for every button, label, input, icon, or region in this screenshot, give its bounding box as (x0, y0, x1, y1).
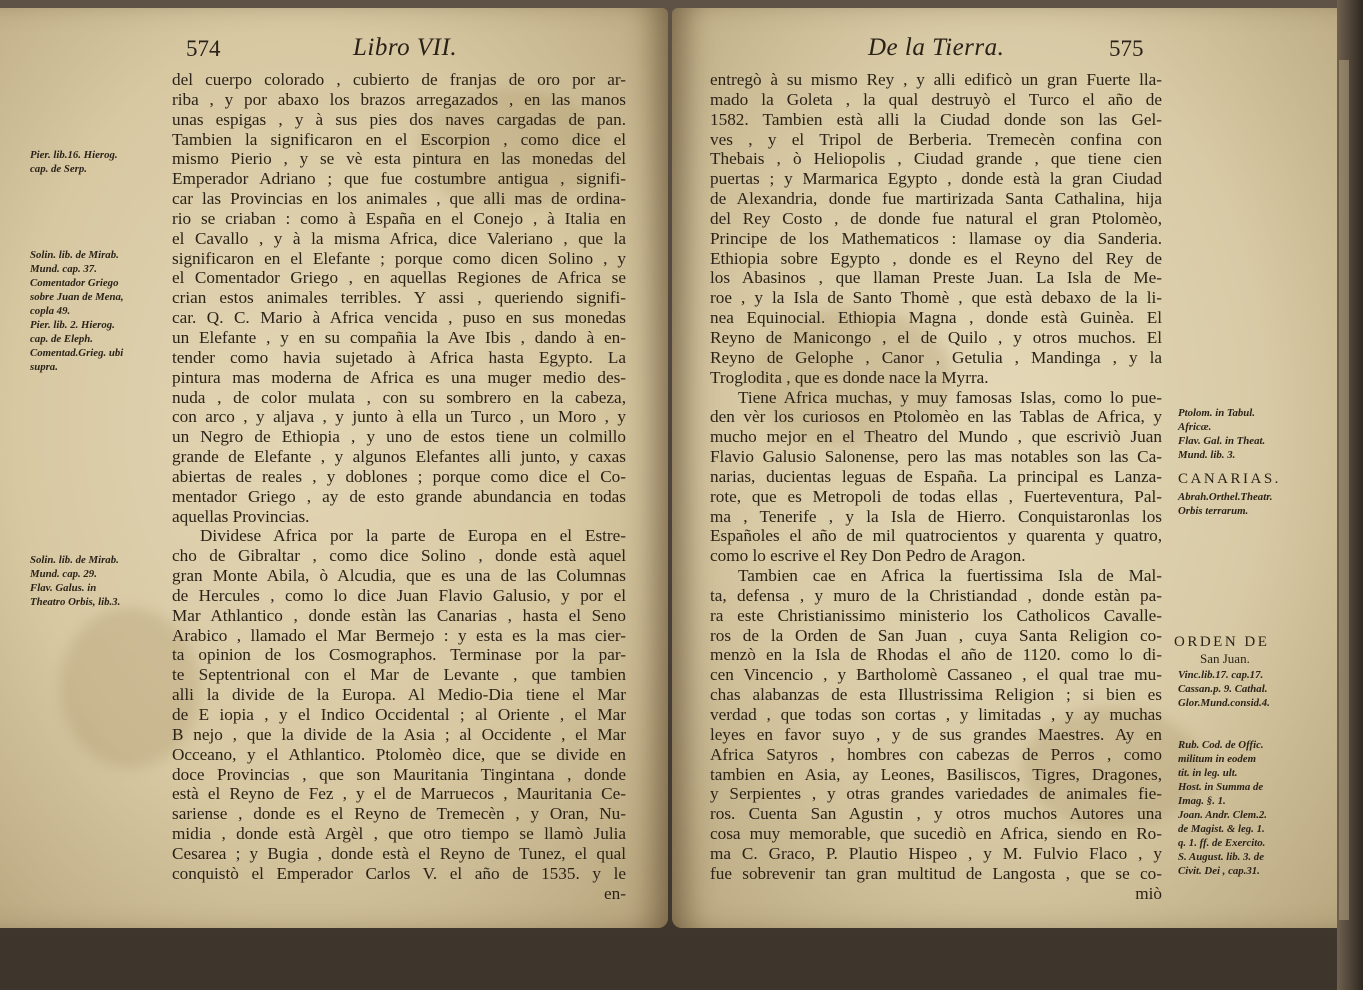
text-line: Tiene Africa muchas, y muy famosas Islas, como lo pue- (738, 387, 1162, 407)
margin-note-line: CANARIAS. (1178, 471, 1281, 487)
text-line: con arco , y aljava , y junto à ella un Turco , un Moro , y (172, 407, 626, 427)
text-line: tender como havia sujetado à Africa hasta Egypto. La (172, 347, 626, 367)
text-line: ta opinion de los Cosmographos. Terminase por la par- (172, 645, 626, 665)
margin-note-line: Vinc.lib.17. cap.17. (1178, 669, 1264, 681)
text-line: los Abasinos , que llaman Preste Juan. La Isla de Me- (710, 268, 1162, 288)
text-line: ros de la Orden de San Juan , cuya Santa Religion co- (710, 625, 1162, 645)
text-line: ta, defensa , y muro de la Christiandad , donde estàn pa- (710, 585, 1162, 605)
text-line: car. Q. C. Mario à Africa vencida , puso en sus monedas (172, 308, 626, 328)
margin-note-line: Flav. Galus. in (30, 582, 97, 594)
text-line: Cesarea ; y Bugia , donde està el Reyno de Tunez, el qual (172, 843, 626, 863)
margin-note-line: Flav. Gal. in Theat. (1178, 435, 1266, 447)
margin-note-line: S. August. lib. 3. de (1178, 851, 1264, 863)
text-line: del cuerpo colorado , cubierto de franjas de oro por ar- (172, 70, 626, 89)
text-line: rote, que es Metropoli de todas ellas , Fuerteventura, Pal- (710, 486, 1162, 506)
margin-note-line: sobre Juan de Mena, (30, 291, 124, 303)
text-line: abiertas de reales , y doblones ; porque como dice el Co- (172, 466, 626, 486)
text-line: Flavio Galusio Salonense, pero las mas notables son las Ca- (710, 447, 1162, 467)
text-line: Tambien la significaron en el Escorpion , como dice el (172, 129, 626, 149)
text-line: en- (604, 883, 626, 903)
margin-note-line: Abrah.Orthel.Theatr. (1178, 491, 1273, 503)
text-line: Ethiopia sobre Egypto , donde es el Reyno del Rey de (710, 248, 1162, 268)
text-line: mado la Goleta , la qual destruyò el Turco el año de (710, 89, 1162, 109)
margin-note-line: tit. in leg. ult. (1178, 767, 1238, 779)
margin-note-line: San Juan. (1200, 651, 1250, 666)
right-running-head: De la Tierra. (868, 34, 1005, 61)
text-line: como lo escrive el Rey Don Pedro de Aragon. (710, 546, 1026, 566)
text-line: mentador Griego , ay de esto grande abundancia en todas (172, 486, 626, 506)
text-line: car las Provincias en los animales , que alli mas de ordina- (172, 189, 626, 209)
text-line: den vèr los curiosos en Ptolomèo en las Tablas de Africa, y (710, 407, 1162, 427)
text-line: menzò en la Isla de Rhodas el año de 1120. como lo di- (710, 645, 1162, 665)
margin-note-line: q. 1. ff. de Exercito. (1178, 837, 1266, 849)
margin-note-line: supra. (30, 361, 58, 373)
text-line: riba , y por abaxo los brazos arregazados , en las manos (172, 89, 626, 109)
text-line: rio se criaban : como à España en el Conejo , à Italia en (172, 208, 626, 228)
text-line: grande de Elefante , y algunos Elefantes alli junto, y caxas (172, 447, 626, 467)
margin-note-line: Comentador Griego (30, 277, 119, 289)
text-line: el Cavallo , y à la misma Africa, dice Valeriano , que la (172, 228, 626, 248)
right-margin-note-2 (1178, 490, 1273, 518)
margin-note-line: de Magist. & leg. 1. (1178, 823, 1265, 835)
margin-note-line: Solin. lib. de Mirab. (30, 554, 119, 566)
text-line: unas espigas , y à sus pies dos naves cargadas de pan. (172, 109, 626, 129)
text-line: Mar Athlantico , donde estàn las Canarias , hasta el Seno (172, 605, 626, 625)
margin-note-line: Pier. lib.16. Hierog. (30, 149, 118, 161)
text-line: Thebais , ò Heliopolis , Ciudad grande , que tiene cien (710, 149, 1162, 169)
margin-note-line: Africæ. (1178, 421, 1212, 433)
text-line: cho de Gibraltar , como dice Solino , donde està aquel (172, 546, 626, 566)
margin-note-line: Pier. lib. 2. Hierog. (30, 319, 115, 331)
text-line: mismo Pierio , y se vè esta pintura en las monedas del (172, 149, 626, 169)
right-margin-note-4 (1178, 738, 1267, 878)
text-line: Troglodita , que es donde nace la Myrra. (710, 367, 989, 387)
margin-note-line: Cassan.p. 9. Cathal. (1178, 683, 1268, 695)
text-line: y Serpientes , y otras grandes variedades de animales fie- (710, 784, 1162, 804)
text-line: un Negro de Ethiopia , y uno de estos tiene un colmillo (172, 427, 626, 447)
text-line: de Alexandria, donde fue martirizada Santa Cathalina, hija (710, 189, 1162, 209)
text-line: roe , y la Isla de Santo Thomè , que està debaxo de la li- (710, 288, 1162, 308)
text-line: chas alabanzas de esta Illustrissima Religion ; si bien es (710, 685, 1162, 705)
right-body-text (710, 70, 1162, 903)
text-line: miò (1135, 883, 1162, 903)
text-line: Emperador Adriano ; que fue costumbre antigua , signifi- (172, 169, 626, 189)
left-margin-note-2 (30, 248, 124, 374)
text-line: Españoles el año de mil quatrocientos y quarenta y quatro, (710, 526, 1162, 546)
text-line: Dividese Africa por la parte de Europa en el Estre- (200, 526, 626, 546)
margin-note-line: Joan. Andr. Clem.2. (1178, 809, 1267, 821)
text-line: pintura mas moderna de Africa es una muger medio des- (172, 367, 626, 387)
margin-note-line: cap. de Eleph. (30, 333, 93, 345)
text-line: leyes en favor suyo , y de sus grandes Maestres. Ay en (710, 724, 1162, 744)
text-line: ma C. Graco, P. Plautio Hispeo , y M. Fulvio Flaco , y (710, 843, 1162, 863)
text-line: ros. Cuenta San Agustin , y otros muchos Autores una (710, 804, 1162, 824)
margin-note-line: copla 49. (30, 305, 71, 317)
text-line: fue sobrevenir tan gran multitud de Langosta , que se co- (710, 863, 1162, 883)
text-line: 1582. Tambien està alli la Ciudad donde son las Gel- (710, 109, 1162, 129)
margin-note-line: Comentad.Grieg. ubi (30, 347, 124, 359)
text-line: crian estos animales terribles. Y assi , queriendo signifi- (172, 288, 626, 308)
text-line: gran Monte Abila, ò Alcudia, que es una de las Columnas (172, 566, 626, 586)
text-line: mucho mejor en el Theatro del Mundo , que escriviò Juan (710, 427, 1162, 447)
book-edge (1337, 0, 1363, 990)
left-margin-note-1 (30, 148, 118, 176)
left-folio: 574 (186, 36, 221, 61)
text-line: cen Vincencio , y Bartholomè Cassaneo , el qual trae mu- (710, 665, 1162, 685)
margin-note-line: Rub. Cod. de Offic. (1178, 739, 1264, 751)
text-line: Arabico , llamado el Mar Bermejo : y esta es la mas cier- (172, 625, 626, 645)
margin-note-line: Theatro Orbis, lib.3. (30, 596, 121, 608)
left-page (0, 8, 668, 928)
text-line: B nejo , que la divide de la Asia ; al Occidente , el Mar (172, 724, 626, 744)
right-margin-note-san-juan (1200, 651, 1250, 667)
text-line: puertas ; y Marmarica Egypto , donde està la gran Ciudad (710, 169, 1162, 189)
text-line: Africa Satyros , hombres con cabezas de Perros , como (710, 744, 1162, 764)
text-line: doce Provincias , que son Mauritania Tingintana , donde (172, 764, 626, 784)
text-line: aquellas Provincias. (172, 506, 310, 526)
margin-note-line: ORDEN DE (1174, 634, 1270, 650)
right-folio: 575 (1109, 36, 1144, 61)
text-line: un Elefante , y en su compañia la Ave Ibis , dando à en- (172, 327, 626, 347)
margin-note-line: Imag. §. 1. (1178, 795, 1226, 807)
right-margin-note-orden (1174, 633, 1269, 651)
left-margin-note-3 (30, 553, 120, 609)
text-line: ves , y el Tripol de Berberia. Tremecèn confina con (710, 129, 1162, 149)
text-line: sariense , donde es el Reyno de Tremecèn , y Oran, Nu- (172, 804, 626, 824)
margin-note-line: Mund. cap. 29. (30, 568, 97, 580)
right-page (672, 8, 1340, 928)
text-line: està el Reyno de Fez , y el de Marruecos , Mauritania Ce- (172, 784, 626, 804)
margin-note-line: Civit. Dei , cap.31. (1178, 865, 1260, 877)
text-line: midia , donde està Argèl , que otro tiempo se llamò Julia (172, 824, 626, 844)
text-line: tambien en Asia, ay Leones, Basiliscos, Tigres, Dragones, (710, 764, 1162, 784)
text-line: entregò à su mismo Rey , y alli edificò un gran Fuerte lla- (710, 70, 1162, 89)
text-line: significaron en el Elefante ; porque como dicen Solino , y (172, 248, 626, 268)
text-line: Tambien cae en Africa la fuertissima Isla de Mal- (738, 566, 1162, 586)
text-line: te Septentrional con el Mar de Levante , que tambien (172, 665, 626, 685)
margin-note-line: Orbis terrarum. (1178, 505, 1249, 517)
right-margin-note-3 (1178, 668, 1270, 710)
text-line: alli la divide de la Europa. Al Medio-Dia tiene el Mar (172, 685, 626, 705)
margin-note-line: Mund. cap. 37. (30, 263, 97, 275)
left-running-head: Libro VII. (353, 34, 458, 61)
margin-note-line: Glor.Mund.consid.4. (1178, 697, 1270, 709)
text-line: ra este Christianissimo ministerio los Catholicos Cavalle- (710, 605, 1162, 625)
text-line: Reyno de Manicongo , el de Quilo , y otros muchos. El (710, 327, 1162, 347)
text-line: de E iopia , y el Indico Occidental ; al Oriente , el Mar (172, 705, 626, 724)
text-line: Reyno de Gelophe , Canor , Getulia , Mandinga , y la (710, 347, 1162, 367)
margin-note-line: Mund. lib. 3. (1178, 449, 1236, 461)
text-line: de Hercules , como lo dice Juan Flavio Galusio, y por el (172, 585, 626, 605)
text-line: cosa muy memorable, que sucediò en Africa, siendo en Ro- (710, 824, 1162, 844)
margin-note-line: Solin. lib. de Mirab. (30, 249, 119, 261)
margin-note-line: Host. in Summa de (1178, 781, 1264, 793)
right-margin-note-canarias (1178, 470, 1281, 488)
text-line: conquistò el Emperador Carlos V. el año de 1535. y le (172, 863, 626, 883)
margin-note-line: militum in eodem (1178, 753, 1256, 765)
text-line: ma , Tenerife , y la Isla de Hierro. Conquistaronlas los (710, 506, 1162, 526)
margin-note-line: cap. de Serp. (30, 163, 87, 175)
text-line: el Comentador Griego , en aquellas Regiones de Africa se (172, 268, 626, 288)
text-line: nuda , de color mulata , con su sombrero en la cabeza, (172, 387, 626, 407)
text-line: narias, ducientas leguas de España. La principal es Lanza- (710, 466, 1162, 486)
left-body-text (172, 70, 626, 903)
text-line: del Rey Costo , de donde fue natural el gran Ptolomèo, (710, 208, 1162, 228)
margin-note-line: Ptolom. in Tabul. (1178, 407, 1255, 419)
text-line: nea Equinocial. Ethiopia Magna , donde està Guinèa. El (710, 308, 1162, 328)
text-line: Principe de los Mathematicos : llamase oy dia Sanderia. (710, 228, 1162, 248)
text-line: verdad , que todas son cortas , y limitadas , y ay muchas (710, 705, 1162, 724)
text-line: Occeano, y el Athlantico. Ptolomèo dice, que se divide en (172, 744, 626, 764)
right-margin-note-1 (1178, 406, 1265, 462)
